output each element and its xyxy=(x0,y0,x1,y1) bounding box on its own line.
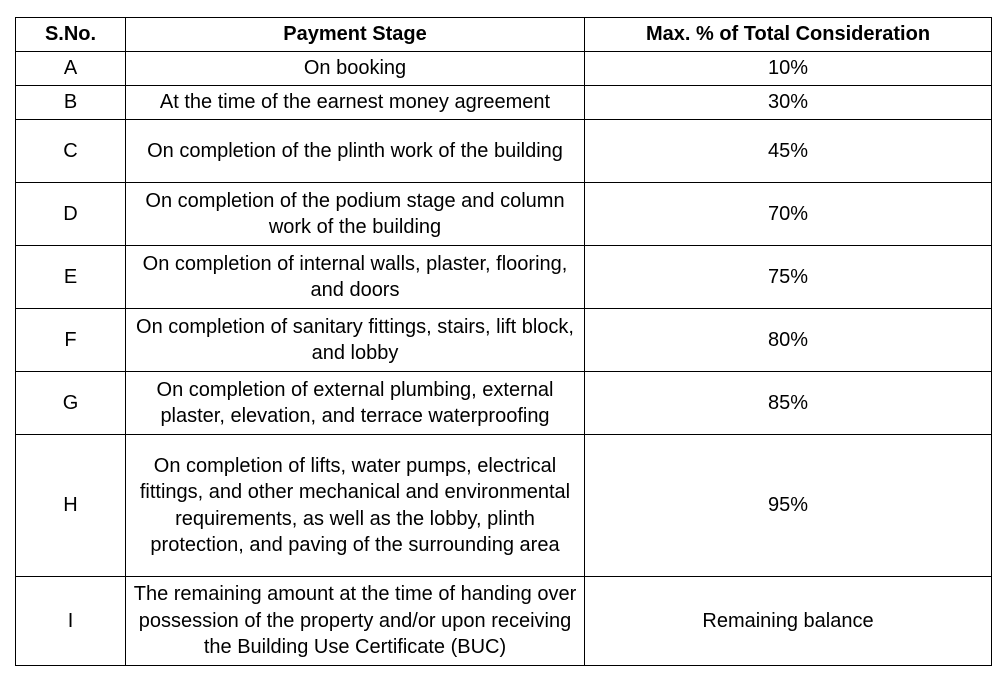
row-sno: H xyxy=(16,435,126,577)
row-stage: On completion of external plumbing, external plaster, elevation, and terrace waterproofing xyxy=(126,372,585,435)
row-stage: On completion of lifts, water pumps, electrical fittings, and other mechanical and environmental requirements, as well as the lobby, plinth protection, and paving of the surrounding area xyxy=(126,435,585,577)
row-max: Remaining balance xyxy=(585,577,992,666)
row-sno: E xyxy=(16,246,126,309)
table-row xyxy=(16,372,992,435)
table-row xyxy=(16,183,992,246)
row-max: 10% xyxy=(585,52,992,86)
table-row xyxy=(16,435,992,577)
table-row xyxy=(16,86,992,120)
row-stage: The remaining amount at the time of handing over possession of the property and/or upon receiving the Building Use Certificate (BUC) xyxy=(126,577,585,666)
row-stage: On booking xyxy=(126,52,585,86)
row-max: 75% xyxy=(585,246,992,309)
header-payment-stage: Payment Stage xyxy=(126,18,585,52)
table-row xyxy=(16,52,992,86)
row-max: 85% xyxy=(585,372,992,435)
row-sno: D xyxy=(16,183,126,246)
row-sno: I xyxy=(16,577,126,666)
table-row xyxy=(16,246,992,309)
row-sno: B xyxy=(16,86,126,120)
row-sno: G xyxy=(16,372,126,435)
row-max: 30% xyxy=(585,86,992,120)
table-row xyxy=(16,309,992,372)
row-sno: C xyxy=(16,120,126,183)
header-max-percent: Max. % of Total Consideration xyxy=(585,18,992,52)
row-stage: On completion of the plinth work of the building xyxy=(126,120,585,183)
header-row xyxy=(16,18,992,52)
table-row xyxy=(16,120,992,183)
row-stage: On completion of the podium stage and column work of the building xyxy=(126,183,585,246)
row-stage: On completion of sanitary fittings, stairs, lift block, and lobby xyxy=(126,309,585,372)
row-max: 45% xyxy=(585,120,992,183)
row-stage: At the time of the earnest money agreement xyxy=(126,86,585,120)
row-stage: On completion of internal walls, plaster, flooring, and doors xyxy=(126,246,585,309)
row-max: 70% xyxy=(585,183,992,246)
row-sno: F xyxy=(16,309,126,372)
table-row xyxy=(16,577,992,666)
row-max: 80% xyxy=(585,309,992,372)
row-max: 95% xyxy=(585,435,992,577)
header-sno: S.No. xyxy=(16,18,126,52)
row-sno: A xyxy=(16,52,126,86)
payment-schedule-table xyxy=(15,17,992,666)
